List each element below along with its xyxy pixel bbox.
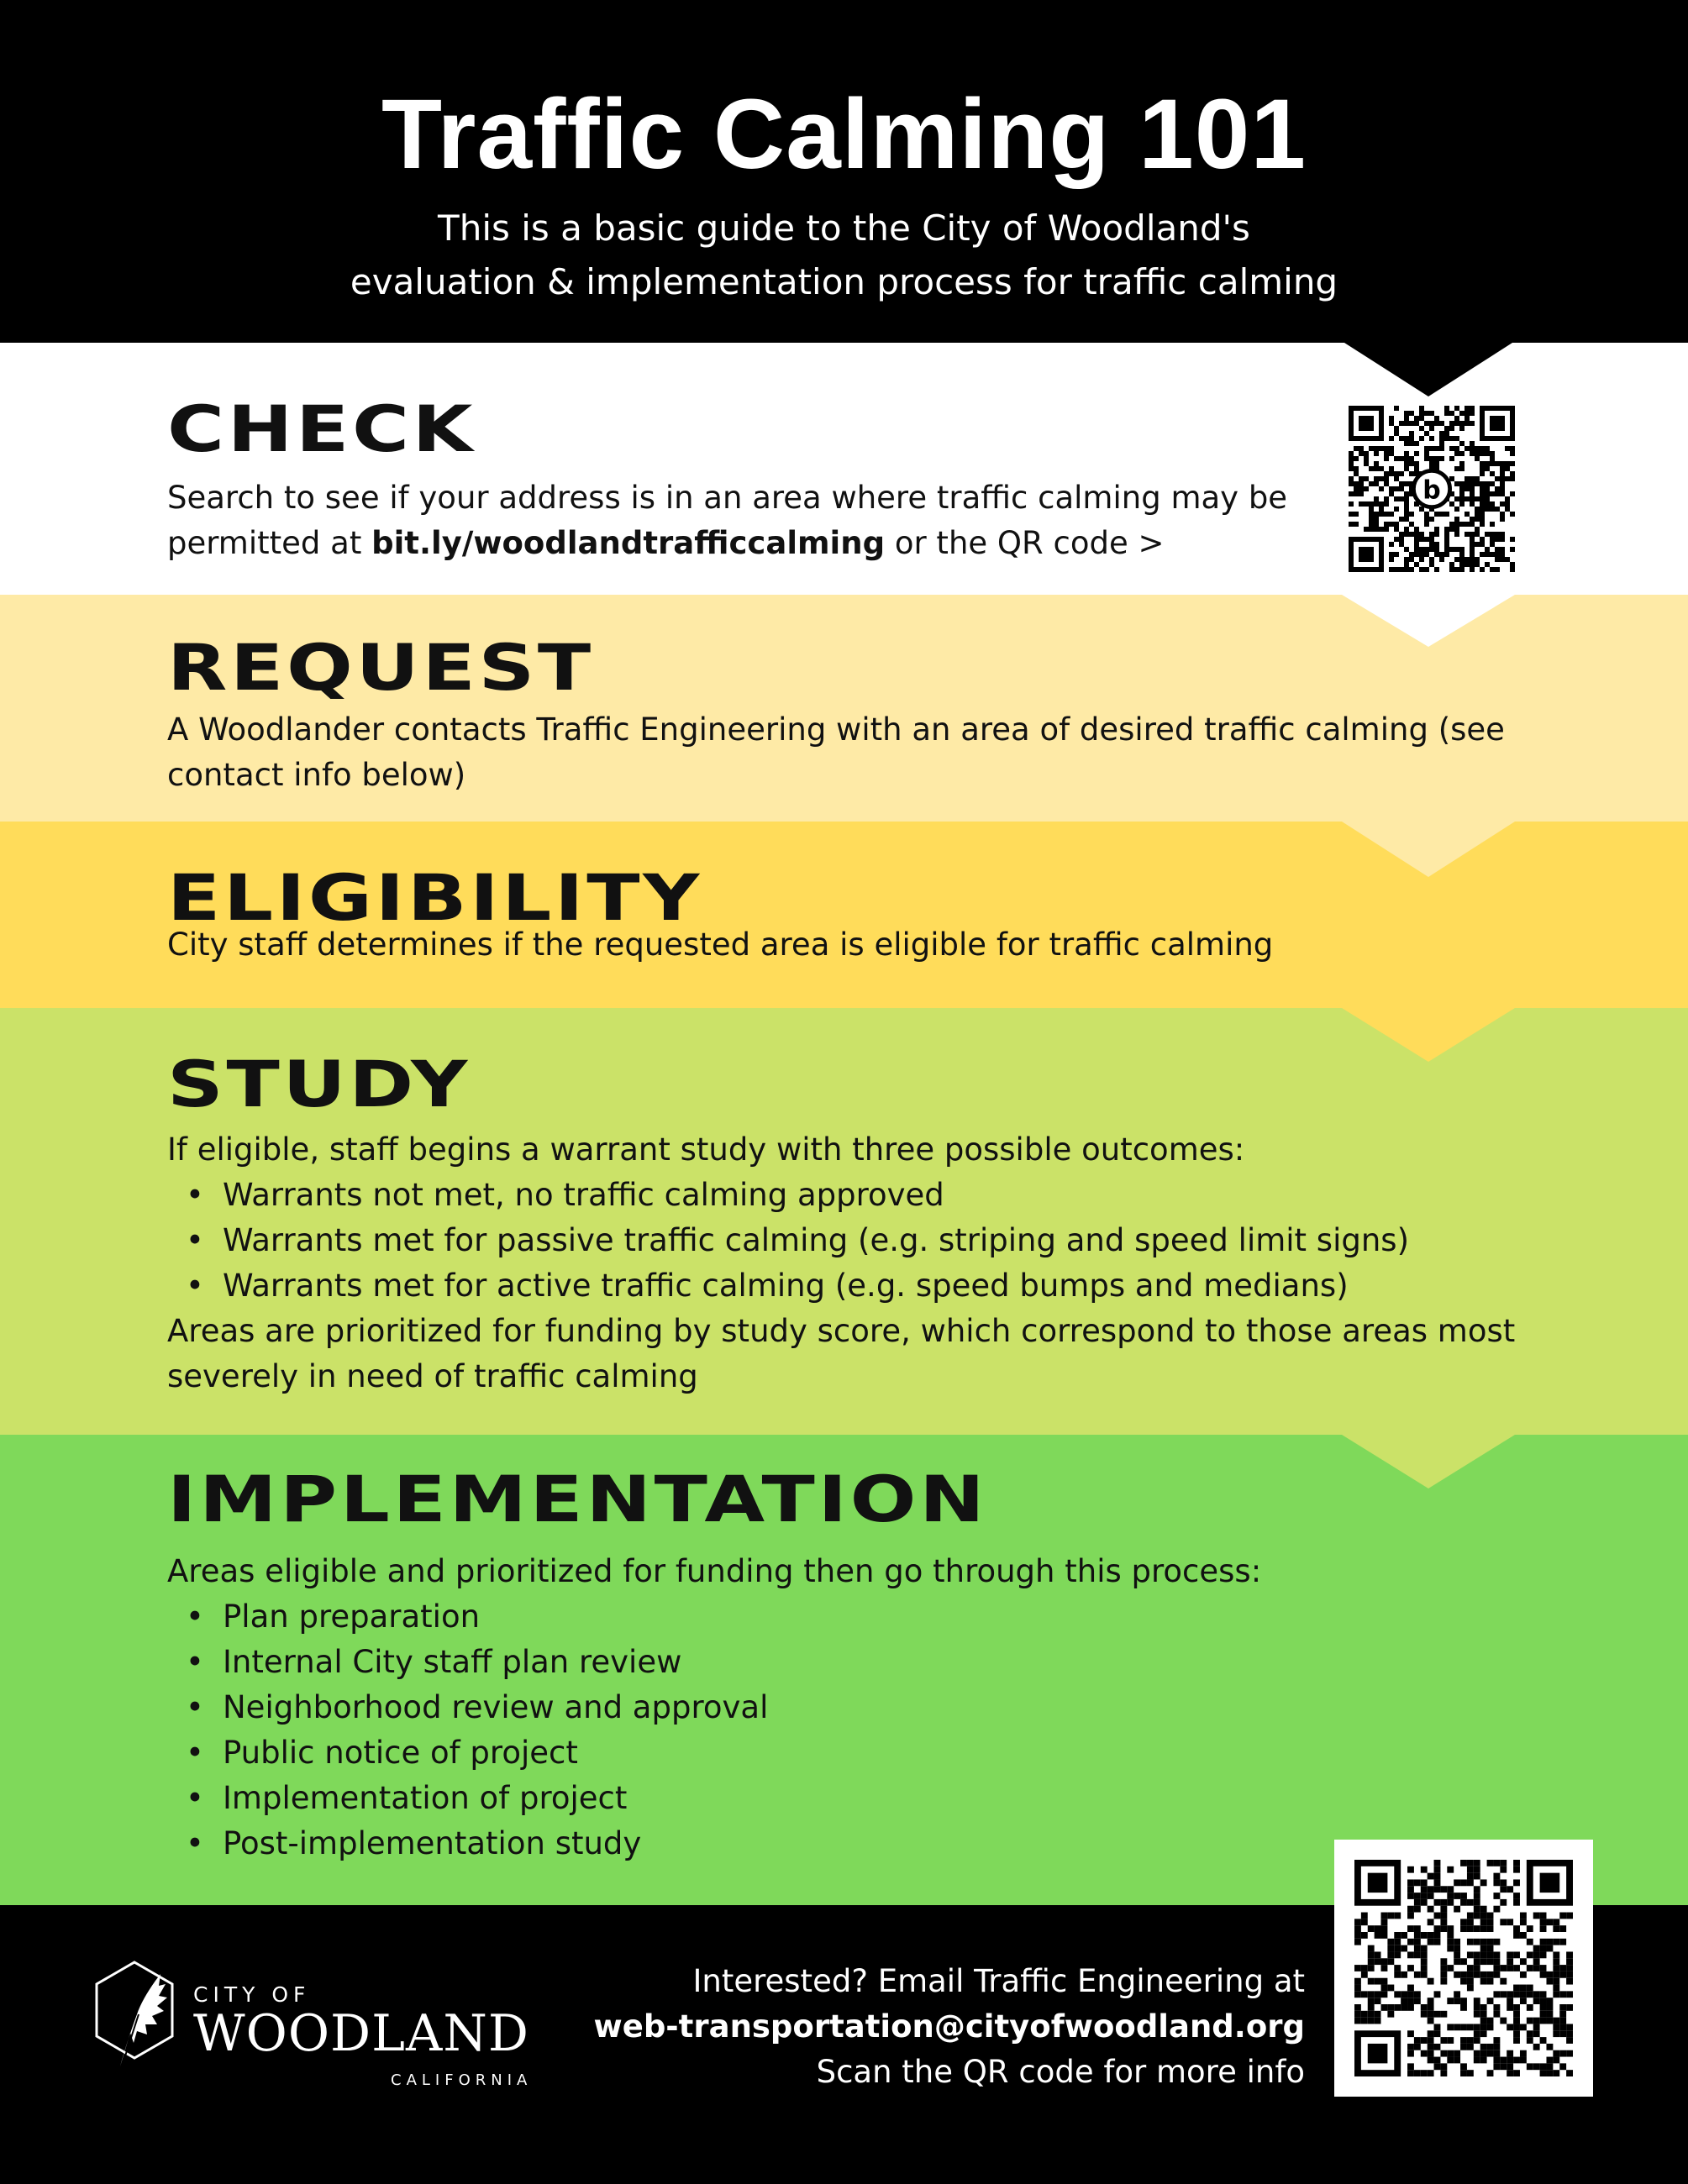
implementation-body: [167, 1549, 1545, 1866]
eligibility-text: City staff determines if the requested area is eligible for traffic calming: [167, 927, 1274, 963]
implementation-intro: Areas eligible and prioritized for funding then go through this process:: [167, 1553, 1262, 1589]
logo-california: CALIFORNIA: [391, 2071, 533, 2089]
list-item: • Plan preparation: [167, 1594, 1545, 1640]
oak-leaf-icon: [88, 1956, 181, 2073]
check-text: Search to see if your address is in an area where traffic calming may be permitted at bit.ly/woodlandtrafficcalming or the QR code >: [167, 480, 1288, 561]
list-item: • Warrants met for passive traffic calming (e.g. striping and speed limit signs): [167, 1218, 1545, 1263]
list-item: • Internal City staff plan review: [167, 1640, 1545, 1685]
page-title: Traffic Calming 101: [381, 79, 1307, 190]
contact-info: [594, 1959, 1305, 2095]
header: [0, 0, 1688, 343]
list-item: • Implementation of project: [167, 1776, 1545, 1821]
subtitle-line-2: evaluation & implementation process for traffic calming: [350, 261, 1338, 302]
list-item: • Warrants met for active traffic calming (e.g. speed bumps and medians): [167, 1263, 1545, 1309]
request-title: REQUEST: [167, 630, 594, 705]
contact-email-link[interactable]: web-transportation@cityofwoodland.org: [593, 2008, 1305, 2045]
contact-line-3: Scan the QR code for more info: [816, 2054, 1305, 2090]
qr-code-icon: [1349, 406, 1515, 572]
study-title: STUDY: [167, 1047, 471, 1121]
list-item: • Public notice of project: [167, 1730, 1545, 1776]
city-logo: [88, 1947, 559, 2090]
page-subtitle: [0, 202, 1688, 309]
check-chevron-icon: [1342, 595, 1515, 647]
list-item: • Warrants not met, no traffic calming approved: [167, 1173, 1545, 1218]
subtitle-line-1: This is a basic guide to the City of Woodland's: [438, 207, 1250, 249]
eligibility-chevron-icon: [1342, 1008, 1515, 1062]
check-title: CHECK: [167, 391, 476, 466]
request-chevron-icon: [1342, 822, 1515, 877]
study-body: [167, 1127, 1545, 1399]
implementation-title: IMPLEMENTATION: [167, 1462, 988, 1536]
study-section: [0, 1008, 1688, 1435]
study-outro: Areas are prioritized for funding by study score, which correspond to those areas most severely in need of traffic calming: [167, 1313, 1516, 1394]
eligibility-title: ELIGIBILITY: [167, 860, 702, 935]
check-qr-code-icon[interactable]: [1349, 406, 1515, 572]
implementation-section: [0, 1435, 1688, 1905]
study-intro: If eligible, staff begins a warrant study with three possible outcomes:: [167, 1131, 1245, 1168]
check-link[interactable]: bit.ly/woodlandtrafficcalming: [371, 525, 886, 561]
study-chevron-icon: [1342, 1435, 1515, 1488]
svg-text:b: b: [1422, 475, 1441, 506]
study-outcomes-list: [167, 1173, 1545, 1309]
logo-woodland: WOODLAND: [193, 2004, 529, 2063]
implementation-steps-list: [167, 1594, 1545, 1866]
logo-city-of: CITY OF: [193, 1982, 311, 2007]
qr-code-icon: [1354, 1860, 1573, 2076]
footer-qr-code-icon[interactable]: [1334, 1840, 1593, 2097]
header-chevron-icon: [1344, 343, 1512, 396]
contact-line-1: Interested? Email Traffic Engineering at: [692, 1963, 1305, 1999]
list-item: • Neighborhood review and approval: [167, 1685, 1545, 1730]
request-text: A Woodlander contacts Traffic Engineering with an area of desired traffic calming (see contact info below): [167, 711, 1505, 793]
list-item: • Post-implementation study: [167, 1821, 1545, 1866]
